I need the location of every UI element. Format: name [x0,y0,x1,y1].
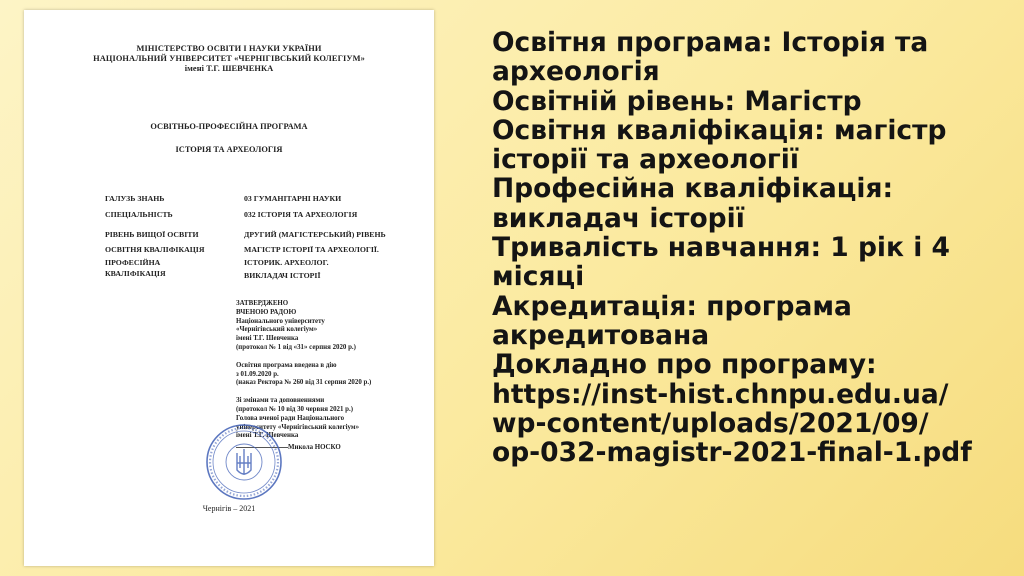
program-name: ІСТОРІЯ ТА АРХЕОЛОГІЯ [175,145,283,154]
header-line: НАЦІОНАЛЬНИЙ УНІВЕРСИТЕТ «ЧЕРНІГІВСЬКИЙ КОЛЕГІУМ» [93,54,365,63]
program-type-title: ОСВІТНЬО-ПРОФЕСІЙНА ПРОГРАМА [150,122,308,131]
enactment-line: (наказ Ректора № 260 від 31 серпня 2020 р.) [236,379,372,387]
info-line: Тривалість навчання: 1 рік і 4 [492,232,950,264]
field-value-specialty: 032 ІСТОРІЯ ТА АРХЕОЛОГІЯ [244,210,358,219]
document-footer: Чернігів – 2021 [202,504,256,513]
field-value-knowledge-area: 03 ГУМАНІТАРНІ НАУКИ [244,194,342,203]
field-value-professional: ІСТОРИК. АРХЕОЛОГ. [244,258,329,267]
field-value-qualification: ВИКЛАДАЧ ІСТОРІЇ [244,271,321,280]
info-line: Акредитація: програма [492,290,852,322]
field-value-education-level: ДРУГИЙ (МАГІСТЕРСЬКИЙ) РІВЕНЬ [244,230,386,239]
info-line: акредитована [492,319,710,351]
approval-line: імені Т.Г. Шевченка [236,335,299,343]
field-label-professional: ПРОФЕСІЙНА [105,258,161,267]
program-info-text [492,28,1012,467]
enactment-line: Освітня програма введена в дію [236,361,337,369]
info-line: Докладно про програму: [492,349,877,381]
header-line: імені Т.Г. ШЕВЧЕНКА [184,64,274,73]
field-label-education-level: РІВЕНЬ ВИЩОЇ ОСВІТИ [105,230,199,239]
header-line: МІНІСТЕРСТВО ОСВІТИ І НАУКИ УКРАЇНИ [136,44,322,53]
info-line: місяці [492,261,585,293]
approval-line: (протокол № 1 від «31» серпня 2020 р.) [236,343,356,351]
field-value-educational-qualification: МАГІСТР ІСТОРІЇ ТА АРХЕОЛОГІЇ. [244,245,379,254]
enactment-line: з 01.09.2020 р. [236,370,279,378]
info-line: історії та археології [492,144,799,176]
field-label-knowledge-area: ГАЛУЗЬ ЗНАНЬ [105,194,165,203]
info-line: викладач історії [492,202,745,234]
amendment-line: (протокол № 10 від 30 червня 2021 р.) [236,405,354,413]
approval-line: «Чернігівський колегіум» [236,326,318,334]
document-preview [24,10,434,566]
official-stamp-icon [204,422,284,502]
info-line: Освітня кваліфікація: магістр [492,114,947,146]
field-label-educational-qualification: ОСВІТНЯ КВАЛІФІКАЦІЯ [105,245,205,254]
approval-line: ЗАТВЕРДЖЕНО [236,300,289,307]
field-label-qualification: КВАЛІФІКАЦІЯ [105,269,166,278]
approval-line: Національного університету [236,317,325,325]
program-url-line[interactable]: op-032-magistr-2021-final-1.pdf [492,437,972,469]
program-url-line[interactable]: https://inst-hist.chnpu.edu.ua/ [492,378,949,410]
info-line: Професійна кваліфікація: [492,173,894,205]
signatory-name: Микола НОСКО [288,444,341,452]
amendment-line: університету «Чернігівський колегіум» [236,423,360,431]
field-label-specialty: СПЕЦІАЛЬНІСТЬ [105,210,173,219]
amendment-line: Зі змінами та доповненнями [236,397,325,405]
amendment-line: Голова вченої ради Національного [236,414,345,422]
info-line: Освітній рівень: Магістр [492,85,862,117]
amendment-line: імені Т.Г. Шевченка [236,432,299,440]
approval-line: ВЧЕНОЮ РАДОЮ [236,308,297,316]
program-url-line[interactable]: wp-content/uploads/2021/09/ [492,407,929,439]
info-line: археологія [492,56,660,88]
document-header [24,44,434,74]
info-line: Освітня програма: Історія та [492,27,929,58]
